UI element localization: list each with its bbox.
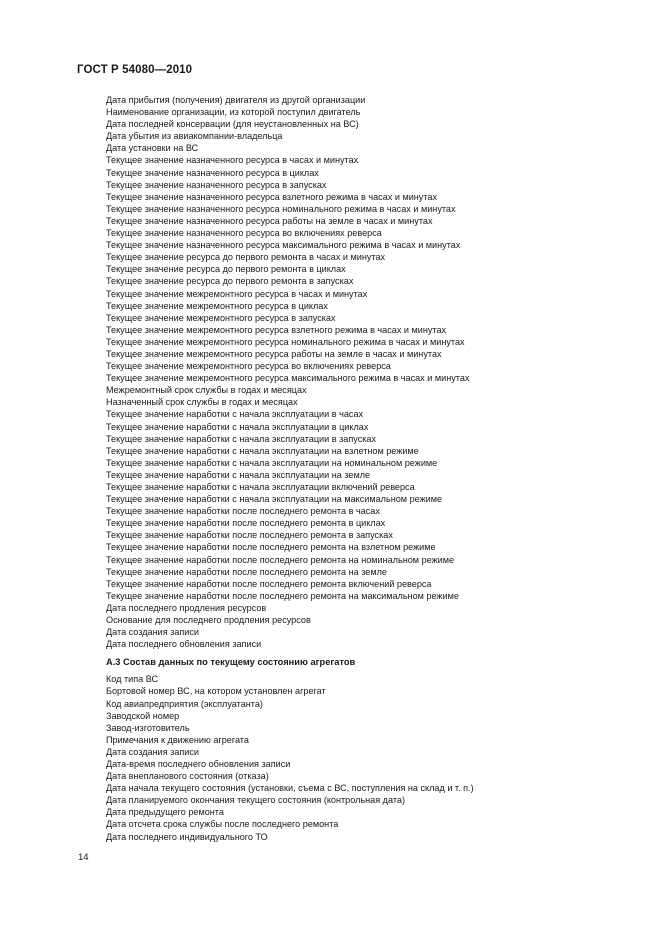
list-item: Код типа ВС — [106, 674, 159, 685]
page-number: 14 — [78, 852, 89, 863]
list-item: Текущее значение межремонтного ресурса в часах и минутах — [106, 288, 368, 299]
list-item: Межремонтный срок службы в годах и месяцах — [106, 385, 307, 396]
list-item: Текущее значение назначенного ресурса в запусках — [106, 179, 327, 190]
list-item: Текущее значение наработки с начала эксплуатации на взлетном режиме — [106, 445, 419, 456]
list-item: Дата внепланового состояния (отказа) — [106, 771, 269, 782]
document-body — [106, 94, 626, 843]
list-item: Текущее значение назначенного ресурса в циклах — [106, 167, 319, 178]
document-header: ГОСТ Р 54080—2010 — [77, 64, 193, 76]
list-item: Текущее значение наработки после последнего ремонта в часах — [106, 506, 380, 517]
list-item: Текущее значение наработки после последнего ремонта на земле — [106, 566, 387, 577]
list-item: Дата-время последнего обновления записи — [106, 758, 291, 769]
list-item: Текущее значение наработки с начала эксплуатации на номинальном режиме — [106, 457, 438, 468]
list-item: Завод-изготовитель — [106, 722, 190, 733]
list-item: Текущее значение наработки с начала эксплуатации в циклах — [106, 421, 369, 432]
engine-fields-list — [106, 94, 626, 650]
list-item: Текущее значение назначенного ресурса во включениях реверса — [106, 228, 382, 239]
list-item: Дата установки на ВС — [106, 143, 199, 154]
list-item: Текущее значение наработки после последнего ремонта в циклах — [106, 518, 386, 529]
list-item: Текущее значение назначенного ресурса работы на земле в часах и минутах — [106, 215, 433, 226]
list-item: Текущее значение назначенного ресурса в часах и минутах — [106, 155, 359, 166]
list-item: Основание для последнего продления ресурсов — [106, 615, 311, 626]
list-item: Текущее значение ресурса до первого ремонта в циклах — [106, 264, 346, 275]
list-item: Текущее значение межремонтного ресурса взлетного режима в часах и минутах — [106, 324, 447, 335]
list-item: Дата создания записи — [106, 627, 200, 638]
list-item: Текущее значение ресурса до первого ремонта в запусках — [106, 276, 354, 287]
list-item: Дата начала текущего состояния (установки, съема с ВС, поступления на склад и т. п.) — [106, 783, 474, 794]
list-item: Дата планируемого окончания текущего состояния (контрольная дата) — [106, 795, 405, 806]
list-item: Текущее значение межремонтного ресурса номинального режима в часах и минутах — [106, 336, 465, 347]
list-item: Текущее значение наработки после последнего ремонта в запусках — [106, 530, 393, 541]
list-item: Дата отсчета срока службы после последнего ремонта — [106, 819, 339, 830]
list-item: Текущее значение ресурса до первого ремонта в часах и минутах — [106, 252, 386, 263]
list-item: Текущее значение назначенного ресурса номинального режима в часах и минутах — [106, 203, 456, 214]
list-item: Код авиапредприятия (эксплуатанта) — [106, 698, 263, 709]
list-item: Текущее значение наработки после последнего ремонта включений реверса — [106, 578, 432, 589]
list-item: Текущее значение межремонтного ресурса в циклах — [106, 300, 328, 311]
list-item: Текущее значение назначенного ресурса максимального режима в часах и минутах — [106, 240, 461, 251]
list-item: Дата прибытия (получения) двигателя из другой организации — [106, 95, 366, 105]
list-item: Текущее значение наработки после последнего ремонта на взлетном режиме — [106, 542, 436, 553]
list-item: Дата последней консервации (для неустановленных на ВС) — [106, 119, 359, 130]
list-item: Дата убытия из авиакомпании-владельца — [106, 131, 283, 142]
list-item: Текущее значение наработки с начала эксплуатации включений реверса — [106, 482, 415, 492]
unit-state-fields-list — [106, 673, 626, 842]
list-item: Наименование организации, из которой поступил двигатель — [106, 107, 361, 118]
list-item: Дата создания записи — [106, 746, 200, 757]
list-item: Дата последнего продления ресурсов — [106, 602, 267, 613]
list-item: Дата последнего обновления записи — [106, 639, 262, 650]
section-a3-heading: А.3 Состав данных по текущему состоянию агрегатов — [106, 657, 356, 668]
list-item: Текущее значение наработки после последнего ремонта на максимальном режиме — [106, 590, 459, 601]
list-item: Примечания к движению агрегата — [106, 734, 249, 745]
list-item: Дата последнего индивидуального ТО — [106, 831, 268, 842]
list-item: Текущее значение назначенного ресурса взлетного режима в часах и минутах — [106, 191, 438, 202]
list-item: Дата предыдущего ремонта — [106, 807, 224, 818]
list-item: Текущее значение межремонтного ресурса работы на земле в часах и минутах — [106, 348, 442, 359]
list-item: Текущее значение межремонтного ресурса максимального режима в часах и минутах — [106, 373, 470, 384]
list-item: Текущее значение наработки после последнего ремонта на номинальном режиме — [106, 554, 455, 565]
list-item: Бортовой номер ВС, на котором установлен агрегат — [106, 686, 326, 697]
list-item: Текущее значение межремонтного ресурса во включениях реверса — [106, 361, 391, 372]
list-item: Текущее значение наработки с начала эксплуатации на максимальном режиме — [106, 494, 443, 505]
list-item: Текущее значение межремонтного ресурса в запусках — [106, 312, 336, 323]
list-item: Заводской номер — [106, 710, 180, 721]
list-item: Текущее значение наработки с начала эксплуатации в часах — [106, 409, 364, 420]
list-item: Текущее значение наработки с начала эксплуатации в запусках — [106, 433, 377, 444]
list-item: Назначенный срок службы в годах и месяцах — [106, 397, 298, 408]
list-item: Текущее значение наработки с начала эксплуатации на земле — [106, 469, 371, 480]
